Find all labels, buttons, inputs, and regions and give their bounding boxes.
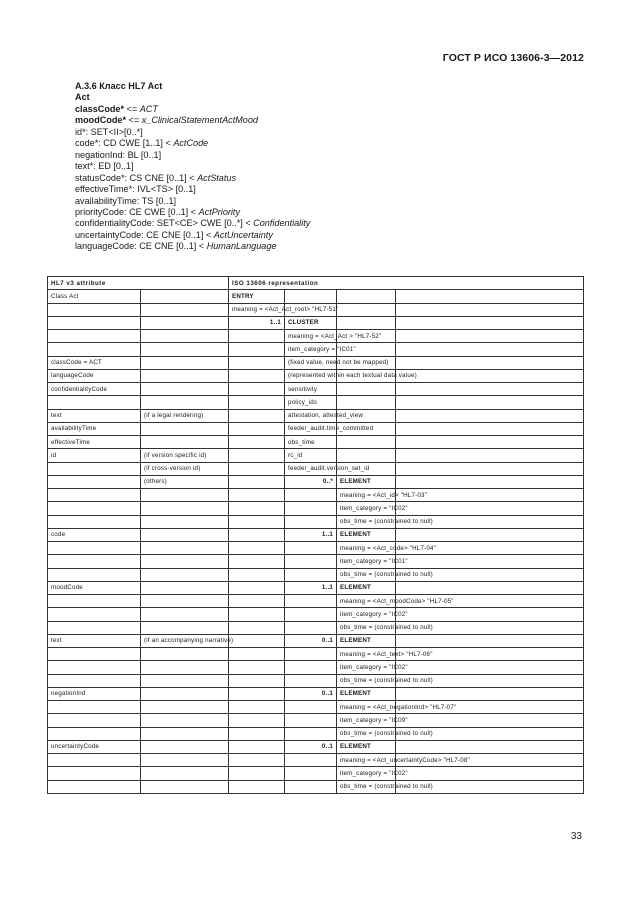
table-cell — [229, 687, 285, 700]
table-cell — [396, 369, 584, 382]
table-cell — [229, 621, 285, 634]
table-cell: ELEMENT — [337, 475, 396, 488]
table-cell — [229, 356, 285, 369]
class-name: Act — [75, 92, 90, 103]
table-cell: classCode = ACT — [48, 356, 141, 369]
table-cell — [48, 568, 141, 581]
table-cell: meaning = <Act_id> "HL7-03" — [337, 489, 396, 502]
table-cell: ELEMENT — [337, 740, 396, 753]
table-row — [48, 714, 584, 727]
table-cell — [396, 383, 584, 396]
table-cell — [141, 555, 229, 568]
attribute-line — [75, 207, 310, 218]
table-cell — [229, 555, 285, 568]
table-cell — [285, 754, 337, 767]
table-cell — [285, 595, 337, 608]
attribute-text: ActStatus — [197, 172, 236, 183]
table-cell: meaning = <Act_text> "HL7-06" — [337, 648, 396, 661]
table-cell — [229, 674, 285, 687]
table-cell — [48, 595, 141, 608]
table-row — [48, 608, 584, 621]
table-cell: 0..1 — [285, 687, 337, 700]
table-cell: (if cross-version id) — [141, 462, 229, 475]
table-cell: 0..1 — [285, 740, 337, 753]
table-cell — [285, 555, 337, 568]
table-cell — [141, 754, 229, 767]
table-cell — [229, 634, 285, 647]
attribute-text: effectiveTime*: IVL<TS> [0..1] — [75, 184, 196, 195]
mapping-table — [47, 276, 584, 794]
table-row — [48, 356, 584, 369]
table-cell — [285, 727, 337, 740]
table-cell: item_category = "IC01" — [285, 343, 337, 356]
table-row — [48, 754, 584, 767]
table-cell — [141, 727, 229, 740]
table-cell — [48, 661, 141, 674]
table-row — [48, 621, 584, 634]
table-cell — [48, 621, 141, 634]
table-cell — [229, 449, 285, 462]
table-cell — [285, 648, 337, 661]
table-cell — [337, 436, 396, 449]
table-cell — [48, 303, 141, 316]
table-cell: text — [48, 409, 141, 422]
table-cell — [48, 515, 141, 528]
table-row — [48, 674, 584, 687]
table-cell — [396, 343, 584, 356]
table-row — [48, 475, 584, 488]
table-cell: 1..1 — [285, 528, 337, 541]
table-row — [48, 316, 584, 329]
attribute-line — [75, 184, 310, 195]
table-cell — [285, 767, 337, 780]
attribute-line — [75, 104, 310, 115]
table-cell — [396, 303, 584, 316]
table-header-row — [48, 277, 584, 290]
attribute-line — [75, 138, 310, 149]
attribute-text: confidentialityCode: SET<CE> CWE [0..*] < — [75, 218, 254, 229]
table-cell: meaning = <Act_negationInd> "HL7-07" — [337, 701, 396, 714]
table-row — [48, 330, 584, 343]
table-cell: item_category = "IC02" — [337, 661, 396, 674]
table-body — [48, 290, 584, 794]
table-cell: item_category = "IC01" — [337, 555, 396, 568]
attribute-line — [75, 173, 310, 184]
table-cell — [229, 542, 285, 555]
table-cell — [48, 330, 141, 343]
table-cell — [141, 356, 229, 369]
table-row — [48, 542, 584, 555]
table-cell — [396, 608, 584, 621]
table-row — [48, 661, 584, 674]
table-cell — [229, 475, 285, 488]
table-cell: effectiveTime — [48, 436, 141, 449]
table-cell — [337, 316, 396, 329]
table-cell — [285, 674, 337, 687]
table-row — [48, 581, 584, 594]
table-cell — [396, 396, 584, 409]
table-cell: 0..* — [285, 475, 337, 488]
table-row — [48, 595, 584, 608]
table-cell — [396, 661, 584, 674]
attribute-text: uncertaintyCode: CE CNE [0..1] < — [75, 229, 214, 240]
table-cell — [48, 701, 141, 714]
table-cell — [229, 528, 285, 541]
table-cell — [396, 356, 584, 369]
table-cell — [396, 449, 584, 462]
table-cell — [48, 674, 141, 687]
table-cell — [337, 383, 396, 396]
attribute-line — [75, 115, 310, 126]
table-row — [48, 396, 584, 409]
table-cell — [396, 475, 584, 488]
table-cell — [285, 568, 337, 581]
table-cell — [141, 528, 229, 541]
attribute-line — [75, 127, 310, 138]
table-cell — [229, 343, 285, 356]
table-row — [48, 634, 584, 647]
table-cell — [285, 701, 337, 714]
table-cell: attestation, attested_view — [285, 409, 337, 422]
table-cell — [48, 648, 141, 661]
attribute-text: text*: ED [0..1] — [75, 161, 134, 172]
table-cell — [396, 422, 584, 435]
table-cell — [229, 568, 285, 581]
table-row — [48, 515, 584, 528]
attribute-text: x_ClinicalStatementActMood — [141, 115, 258, 126]
table-cell: meaning = <Act_Act_root> "HL7-51" — [229, 303, 285, 316]
table-cell — [141, 674, 229, 687]
table-row — [48, 555, 584, 568]
attribute-text: <= — [126, 115, 142, 126]
table-cell: ELEMENT — [337, 528, 396, 541]
table-cell — [229, 396, 285, 409]
table-cell — [141, 369, 229, 382]
table-cell — [229, 740, 285, 753]
table-cell — [285, 489, 337, 502]
table-row — [48, 290, 584, 303]
table-cell: item_category = "IC09" — [337, 714, 396, 727]
table-cell — [396, 290, 584, 303]
table-cell — [48, 396, 141, 409]
table-cell — [285, 542, 337, 555]
table-cell — [48, 608, 141, 621]
table-cell — [141, 780, 229, 793]
table-cell — [141, 436, 229, 449]
table-cell: id — [48, 449, 141, 462]
table-cell — [396, 687, 584, 700]
table-cell — [141, 396, 229, 409]
table-row — [48, 449, 584, 462]
attribute-text: id*: SET<II>[0..*] — [75, 126, 143, 137]
table-cell — [396, 714, 584, 727]
attribute-text: statusCode*: CS CNE [0..1] < — [75, 172, 198, 183]
table-cell — [229, 502, 285, 515]
attribute-text: moodCode* — [75, 115, 127, 126]
table-cell: Class Act — [48, 290, 141, 303]
table-cell — [229, 515, 285, 528]
table-cell — [229, 383, 285, 396]
attribute-text: ActUncertainty — [213, 229, 273, 240]
table-cell — [141, 661, 229, 674]
table-row — [48, 383, 584, 396]
table-cell — [229, 581, 285, 594]
running-header: ГОСТ Р ИСО 13606-3—2012 — [442, 52, 584, 64]
table-cell — [396, 767, 584, 780]
table-cell: availabilityTime — [48, 422, 141, 435]
table-cell: CLUSTER — [285, 316, 337, 329]
attribute-text: classCode* — [75, 103, 125, 114]
table-cell — [48, 502, 141, 515]
table-cell — [396, 502, 584, 515]
header-iso-representation: ISO 13606 representation — [229, 277, 584, 290]
table-cell — [285, 661, 337, 674]
table-cell — [229, 409, 285, 422]
table-cell — [229, 436, 285, 449]
table-row — [48, 409, 584, 422]
table-cell: item_category = "IC02" — [337, 767, 396, 780]
page-number: 33 — [570, 831, 582, 842]
table-cell — [141, 316, 229, 329]
table-cell — [229, 701, 285, 714]
table-row — [48, 462, 584, 475]
table-cell — [337, 303, 396, 316]
table-cell — [141, 502, 229, 515]
table-row — [48, 436, 584, 449]
table-cell — [229, 330, 285, 343]
table-cell — [229, 608, 285, 621]
table-cell — [48, 555, 141, 568]
table-cell — [48, 542, 141, 555]
attribute-text: HumanLanguage — [206, 241, 277, 252]
table-cell: negationInd — [48, 687, 141, 700]
table-cell: rc_id — [285, 449, 337, 462]
table-cell: 0..1 — [285, 634, 337, 647]
table-cell — [229, 714, 285, 727]
table-row — [48, 568, 584, 581]
table-row — [48, 648, 584, 661]
section-heading: А.3.6 Класс HL7 Act — [75, 81, 163, 91]
attribute-line — [75, 230, 310, 241]
table-cell — [229, 489, 285, 502]
table-row — [48, 687, 584, 700]
attribute-line — [75, 196, 310, 207]
table-cell — [229, 462, 285, 475]
table-cell — [229, 780, 285, 793]
table-row — [48, 422, 584, 435]
table-cell — [48, 780, 141, 793]
table-cell — [285, 502, 337, 515]
attribute-line — [75, 161, 310, 172]
table-cell: meaning = <Act_uncertaintyCode> "HL7-08" — [337, 754, 396, 767]
table-cell: item_category = "IC02" — [337, 608, 396, 621]
table-cell — [396, 581, 584, 594]
table-cell — [141, 581, 229, 594]
table-cell: uncertaintyCode — [48, 740, 141, 753]
attribute-text: <= — [124, 103, 140, 114]
table-cell — [337, 449, 396, 462]
table-cell — [285, 290, 337, 303]
table-cell: obs_time = (constrained to null) — [337, 568, 396, 581]
table-cell: obs_time = (constrained to null) — [337, 515, 396, 528]
table-cell: meaning = <Act_Act > "HL7-52" — [285, 330, 337, 343]
table-cell — [229, 727, 285, 740]
table-cell — [141, 568, 229, 581]
table-row — [48, 740, 584, 753]
attribute-line — [75, 218, 310, 229]
table-cell: 1..1 — [285, 581, 337, 594]
header-hl7-attribute: HL7 v3 attribute — [48, 277, 229, 290]
table-cell — [285, 714, 337, 727]
class-definition — [75, 81, 310, 253]
table-cell: 1..1 — [229, 316, 285, 329]
table-row — [48, 303, 584, 316]
attribute-text: priorityCode: CE CWE [0..1] < — [75, 206, 199, 217]
table-row — [48, 780, 584, 793]
table-cell — [141, 701, 229, 714]
attribute-list — [75, 104, 310, 253]
attribute-line — [75, 241, 310, 252]
table-cell — [229, 595, 285, 608]
table-cell — [48, 343, 141, 356]
table-cell: obs_time = (constrained to null) — [337, 674, 396, 687]
table-cell — [48, 727, 141, 740]
table-cell — [141, 290, 229, 303]
table-cell: ELEMENT — [337, 634, 396, 647]
table-cell — [396, 634, 584, 647]
table-cell — [141, 595, 229, 608]
table-cell — [396, 330, 584, 343]
table-cell: meaning = <Act_moodCode> "HL7-05" — [337, 595, 396, 608]
table-cell: (fixed value, need not be mapped) — [285, 356, 337, 369]
table-cell: code — [48, 528, 141, 541]
table-cell — [48, 767, 141, 780]
table-cell: obs_time — [285, 436, 337, 449]
table-cell — [48, 714, 141, 727]
table-row — [48, 343, 584, 356]
table-cell — [396, 409, 584, 422]
table-cell — [229, 661, 285, 674]
table-cell: moodCode — [48, 581, 141, 594]
table-cell — [396, 462, 584, 475]
table-cell: obs_time = (constrained to null) — [337, 727, 396, 740]
table-cell: meaning = <Act_code> "HL7-04" — [337, 542, 396, 555]
table-cell — [337, 396, 396, 409]
table-cell — [229, 369, 285, 382]
table-cell — [396, 316, 584, 329]
table-row — [48, 528, 584, 541]
table-cell: obs_time = (constrained to null) — [337, 780, 396, 793]
table-cell — [337, 290, 396, 303]
table-cell: feeder_audit.version_set_id — [285, 462, 337, 475]
table-cell — [396, 528, 584, 541]
table-row — [48, 727, 584, 740]
table-cell: ELEMENT — [337, 581, 396, 594]
table-cell: (if a legal rendering) — [141, 409, 229, 422]
table-cell — [141, 687, 229, 700]
table-cell — [141, 767, 229, 780]
table-cell — [285, 515, 337, 528]
table-cell — [229, 767, 285, 780]
table-cell — [141, 621, 229, 634]
table-cell — [396, 436, 584, 449]
attribute-text: negationInd: BL [0..1] — [75, 149, 162, 160]
table-cell — [141, 303, 229, 316]
table-cell — [141, 608, 229, 621]
table-cell — [285, 608, 337, 621]
table-cell — [48, 462, 141, 475]
table-cell — [141, 343, 229, 356]
table-cell: (if version specific id) — [141, 449, 229, 462]
attribute-text: ACT — [139, 103, 158, 114]
table-cell — [48, 754, 141, 767]
table-cell: (others) — [141, 475, 229, 488]
table-cell: item_category = "IC02" — [337, 502, 396, 515]
attribute-text: ActCode — [173, 138, 209, 149]
table-cell — [141, 330, 229, 343]
table-cell — [141, 542, 229, 555]
table-cell — [48, 316, 141, 329]
table-cell — [285, 780, 337, 793]
table-cell: policy_ids — [285, 396, 337, 409]
table-cell — [141, 515, 229, 528]
table-row — [48, 369, 584, 382]
attribute-text: code*: CD CWE [1..1] < — [75, 138, 174, 149]
table-cell — [141, 489, 229, 502]
table-cell: ELEMENT — [337, 687, 396, 700]
table-cell: ENTRY — [229, 290, 285, 303]
table-cell — [141, 740, 229, 753]
table-row — [48, 502, 584, 515]
table-cell — [229, 754, 285, 767]
table-cell: feeder_audit.time_committed — [285, 422, 337, 435]
table-cell: sensitivity — [285, 383, 337, 396]
table-cell — [396, 740, 584, 753]
table-cell — [285, 621, 337, 634]
attribute-text: languageCode: CE CNE [0..1] < — [75, 241, 207, 252]
table-cell: text — [48, 634, 141, 647]
table-cell: languageCode — [48, 369, 141, 382]
table-cell — [396, 555, 584, 568]
attribute-text: ActPriority — [198, 206, 241, 217]
table-row — [48, 701, 584, 714]
table-cell — [229, 422, 285, 435]
table-cell — [229, 648, 285, 661]
table-cell: (represented within each textual data value) — [285, 369, 337, 382]
table-cell: (if an accompanying narrative) — [141, 634, 229, 647]
attribute-text: Confidentiality — [253, 218, 311, 229]
table-row — [48, 489, 584, 502]
table-cell — [48, 489, 141, 502]
table-cell: confidentialityCode — [48, 383, 141, 396]
table-cell — [141, 714, 229, 727]
table-cell: obs_time = (constrained to null) — [337, 621, 396, 634]
table-row — [48, 767, 584, 780]
table-cell — [48, 475, 141, 488]
attribute-line — [75, 150, 310, 161]
table-cell — [141, 648, 229, 661]
attribute-text: availabilityTime: TS [0..1] — [75, 195, 177, 206]
table-cell — [141, 422, 229, 435]
table-cell — [141, 383, 229, 396]
